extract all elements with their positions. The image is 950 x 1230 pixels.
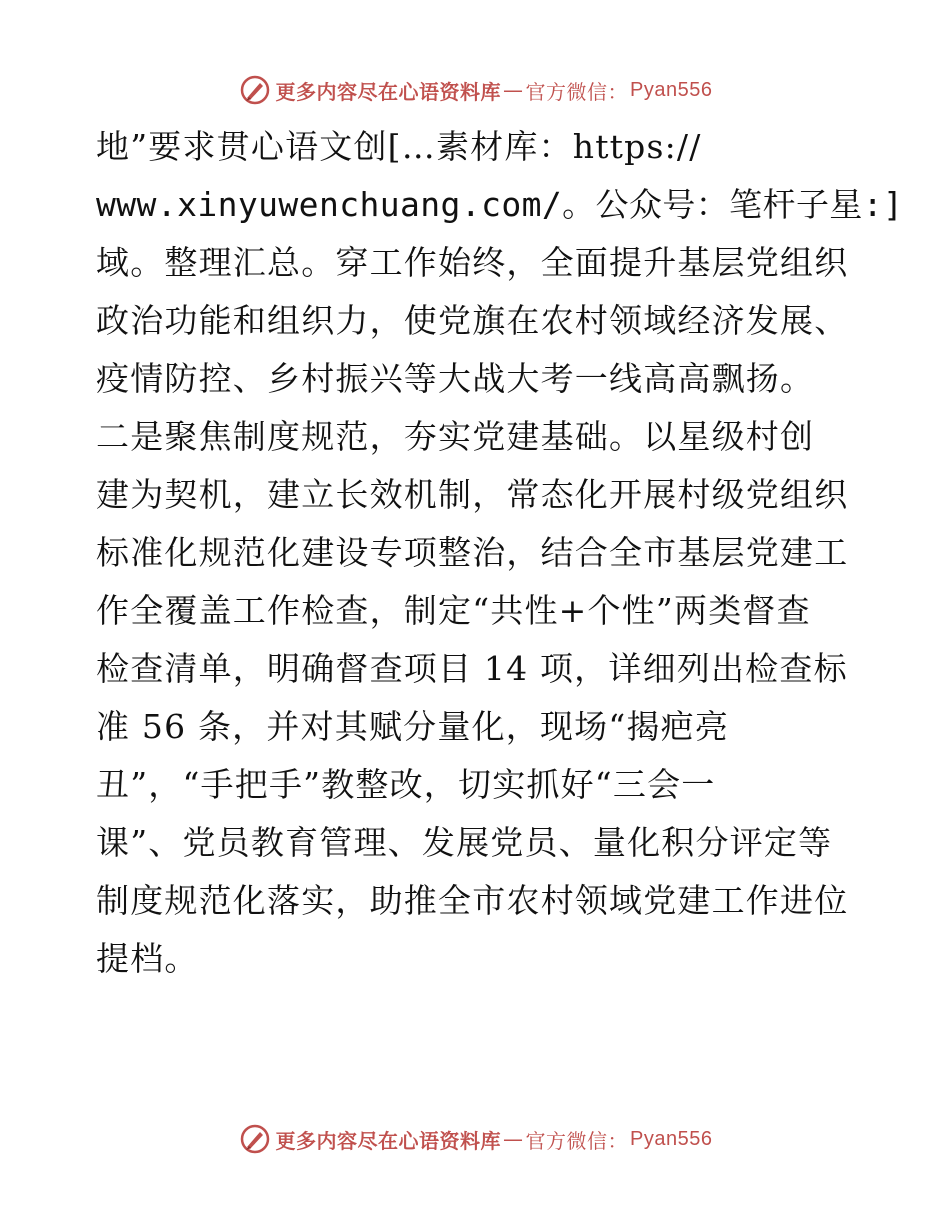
text-line: 课”、党员教育管理、发展党员、量化积分评定等: [96, 823, 833, 862]
text-line: 疫情防控、乡村振兴等大战大考一线高高飘扬。: [96, 359, 815, 398]
header-banner-main: 更多内容尽在心语资料库: [275, 79, 502, 104]
header-banner-handle: Pyan556: [630, 78, 713, 101]
text-line: 政治功能和组织力，使党旗在农村领域经济发展、: [96, 301, 849, 340]
text-line: 丑”，“手把手”教整改，切实抓好“三会一: [96, 765, 716, 804]
footer-banner-main: 更多内容尽在心语资料库: [275, 1128, 502, 1153]
header-banner-label: 官方微信：: [525, 79, 629, 104]
text-line: 检查清单，明确督查项目 14 项，详细列出检查标: [96, 649, 848, 688]
paragraph-1: [96, 118, 904, 408]
text-line: www.xinyuwenchuang.com/。公众号：笔杆子星:]: [96, 185, 904, 224]
footer-banner-dash: —: [503, 1127, 524, 1151]
footer-banner-handle: Pyan556: [630, 1127, 713, 1150]
footer-banner: [0, 1119, 950, 1159]
text-line: 准 56 条，并对其赋分量化，现场“揭疤亮: [96, 707, 730, 746]
paragraph-2: [96, 408, 856, 988]
document-body: [96, 118, 904, 988]
text-line: 地”要求贯心语文创[…素材库：https://: [96, 127, 702, 166]
text-line: 域。整理汇总。穿工作始终，全面提升基层党组织: [96, 243, 849, 282]
header-banner: [0, 70, 950, 110]
text-line: 制度规范化落实，助推全市农村领域党建工作进位: [96, 881, 849, 920]
footer-banner-label: 官方微信：: [525, 1128, 629, 1153]
text-line: 提档。: [96, 939, 199, 978]
text-line: 作全覆盖工作检查，制定“共性+个性”两类督查: [96, 591, 811, 630]
brush-logo-icon: [238, 1122, 272, 1156]
brush-logo-icon: [238, 73, 272, 107]
text-line: 建为契机，建立长效机制，常态化开展村级党组织: [96, 475, 849, 514]
text-line: 二是聚焦制度规范，夯实党建基础。以星级村创: [96, 417, 815, 456]
text-line: 标准化规范化建设专项整治，结合全市基层党建工: [96, 533, 849, 572]
header-banner-dash: —: [503, 78, 524, 102]
